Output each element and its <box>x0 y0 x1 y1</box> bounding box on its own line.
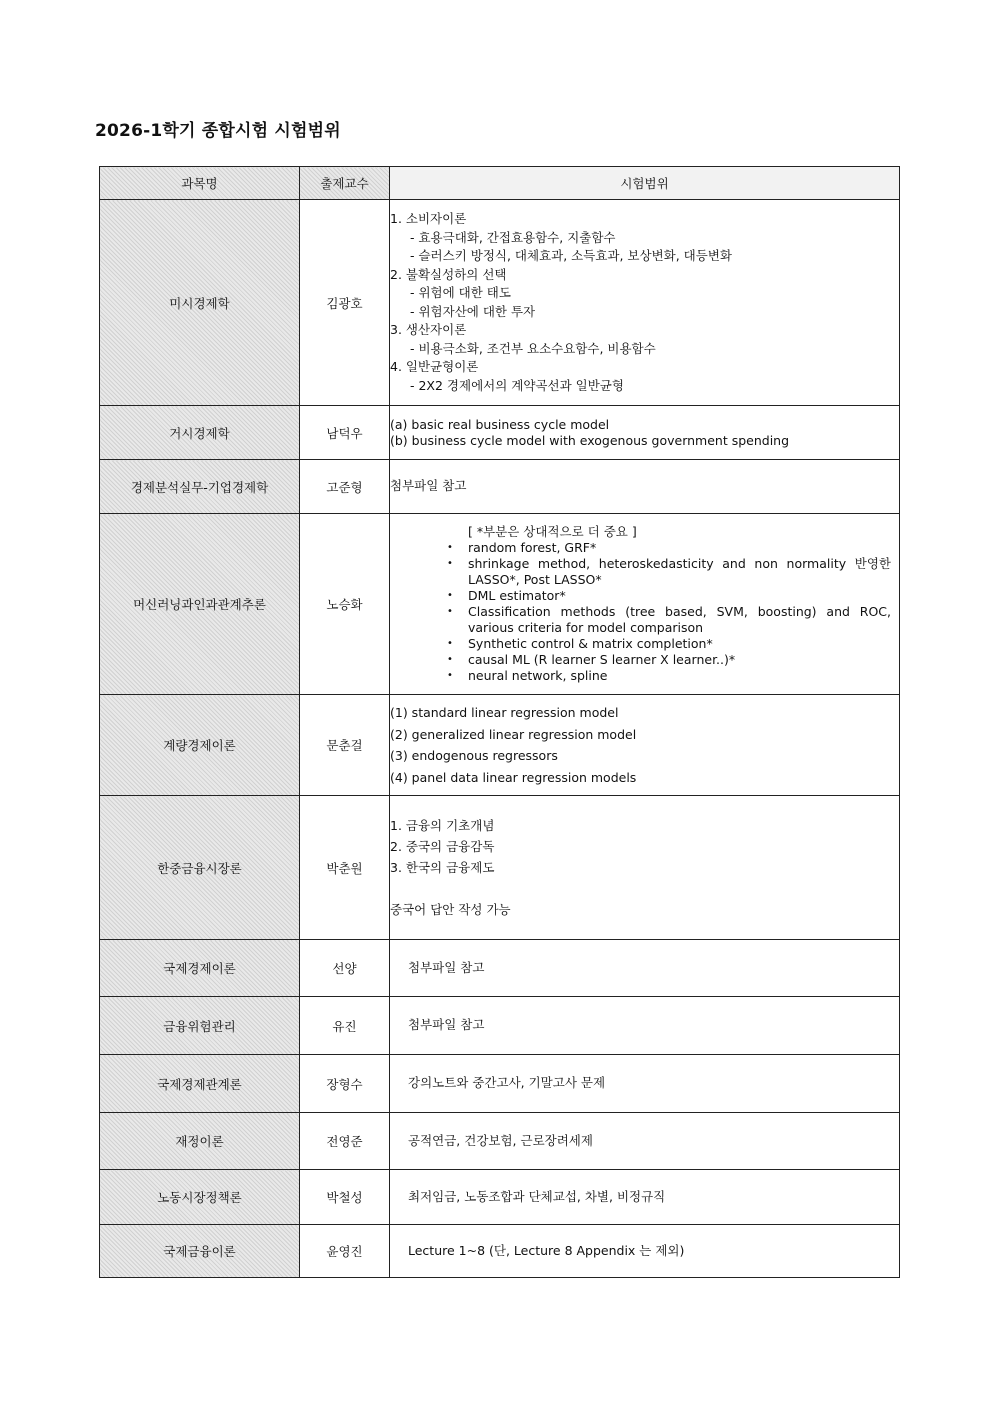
scope-line: 1. 소비자이론 <box>390 211 467 226</box>
scope-line: - 효용극대화, 간접효용함수, 지출함수 <box>410 229 616 245</box>
table-row <box>100 514 900 695</box>
scope-line: - 슬러스키 방정식, 대체효과, 소득효과, 보상변화, 대등변화 <box>410 248 732 263</box>
table-row <box>100 406 900 460</box>
scope-line: Lecture 1~8 (단, Lecture 8 Appendix 는 제외) <box>408 1242 685 1258</box>
scope-line: 3. 한국의 금융제도 <box>390 860 495 875</box>
list-item: • shrinkage method, heteroskedasticity and non normality 반영한 LASSO*, Post LASSO* <box>468 556 891 588</box>
subject-cell: 노동시장정책론 <box>100 1170 300 1225</box>
professor-cell: 유진 <box>300 997 390 1055</box>
scope-line: - 위험자산에 대한 투자 <box>410 303 536 319</box>
table-row <box>100 940 900 997</box>
scope-line: 4. 일반균형이론 <box>390 359 479 374</box>
scope-line: 첨부파일 참고 <box>408 959 485 975</box>
header-scope: 시험범위 <box>390 167 900 200</box>
list-item: • causal ML (R learner S learner X learner..)* <box>468 652 891 668</box>
professor-cell: 박철성 <box>300 1170 390 1225</box>
subject-cell: 거시경제학 <box>100 406 300 460</box>
scope-cell <box>390 200 900 406</box>
list-item: • Synthetic control & matrix completion* <box>468 636 891 652</box>
list-item: • Classification methods (tree based, SVM, boosting) and ROC, various criteria for model comparison <box>468 604 891 636</box>
scope-line: (2) generalized linear regression model <box>390 726 637 742</box>
scope-cell <box>390 1170 900 1225</box>
scope-line: - 위험에 대한 태도 <box>410 285 511 300</box>
professor-cell: 문춘걸 <box>300 695 390 796</box>
subject-cell: 국제금융이론 <box>100 1225 300 1278</box>
professor-cell: 전영준 <box>300 1113 390 1170</box>
scope-line: 3. 생산자이론 <box>390 322 467 337</box>
table-row <box>100 1055 900 1113</box>
table-row <box>100 1113 900 1170</box>
professor-cell: 고준형 <box>300 460 390 514</box>
scope-cell <box>390 997 900 1055</box>
table-row <box>100 460 900 514</box>
scope-line: (4) panel data linear regression models <box>390 769 637 785</box>
scope-line: (1) standard linear regression model <box>390 705 619 720</box>
subject-cell: 재정이론 <box>100 1113 300 1170</box>
table-row <box>100 796 900 940</box>
professor-cell: 윤영진 <box>300 1225 390 1278</box>
table-row <box>100 695 900 796</box>
table-header-row <box>100 167 900 200</box>
scope-line: 첨부파일 참고 <box>408 1017 485 1033</box>
table-row <box>100 1170 900 1225</box>
subject-cell: 금융위험관리 <box>100 997 300 1055</box>
importance-note: [ *부분은 상대적으로 더 중요 ] <box>468 524 637 539</box>
professor-cell: 선양 <box>300 940 390 997</box>
scope-line: 공적연금, 건강보험, 근로장려세제 <box>408 1132 593 1148</box>
subject-cell: 미시경제학 <box>100 200 300 406</box>
scope-cell <box>390 796 900 940</box>
table-row <box>100 200 900 406</box>
table-row <box>100 1225 900 1278</box>
scope-line: - 2X2 경제에서의 계약곡선과 일반균형 <box>410 377 624 393</box>
table-row <box>100 997 900 1055</box>
professor-cell: 장형수 <box>300 1055 390 1113</box>
subject-cell: 경제분석실무-기업경제학 <box>100 460 300 514</box>
scope-line: 첨부파일 참고 <box>390 478 467 494</box>
topic-list <box>398 540 891 684</box>
scope-cell <box>390 1055 900 1113</box>
scope-cell <box>390 940 900 997</box>
scope-line: (b) business cycle model with exogenous government spending <box>390 432 790 448</box>
exam-scope-table <box>99 166 900 1278</box>
professor-cell: 박춘원 <box>300 796 390 940</box>
scope-line: 2. 중국의 금융감독 <box>390 839 495 854</box>
scope-cell <box>390 1113 900 1170</box>
scope-line: - 비용극소화, 조건부 요소수요함수, 비용함수 <box>410 340 656 356</box>
header-professor: 출제교수 <box>300 167 390 200</box>
scope-line: (3) endogenous regressors <box>390 748 558 763</box>
scope-line: 중국어 답안 작성 가능 <box>390 902 511 917</box>
scope-cell <box>390 1225 900 1278</box>
professor-cell: 노승화 <box>300 514 390 695</box>
scope-line: 1. 금융의 기초개념 <box>390 818 495 833</box>
scope-cell <box>390 695 900 796</box>
professor-cell: 남덕우 <box>300 406 390 460</box>
subject-cell: 한중금융시장론 <box>100 796 300 940</box>
scope-cell <box>390 514 900 695</box>
scope-line: 강의노트와 중간고사, 기말고사 문제 <box>408 1075 606 1091</box>
subject-cell: 국제경제이론 <box>100 940 300 997</box>
scope-cell <box>390 460 900 514</box>
scope-line: 최저임금, 노동조합과 단체교섭, 차별, 비정규직 <box>408 1188 666 1204</box>
header-subject: 과목명 <box>100 167 300 200</box>
scope-cell <box>390 406 900 460</box>
scope-line: (a) basic real business cycle model <box>390 416 610 432</box>
scope-line: 2. 불확실성하의 선택 <box>390 266 507 282</box>
list-item: • random forest, GRF* <box>468 540 891 556</box>
subject-cell: 계량경제이론 <box>100 695 300 796</box>
professor-cell: 김광호 <box>300 200 390 406</box>
subject-cell: 국제경제관계론 <box>100 1055 300 1113</box>
list-item: • DML estimator* <box>468 588 891 604</box>
list-item: • neural network, spline <box>468 668 891 684</box>
subject-cell: 머신러닝과인과관계추론 <box>100 514 300 695</box>
page-title: 2026-1학기 종합시험 시험범위 <box>95 121 341 141</box>
